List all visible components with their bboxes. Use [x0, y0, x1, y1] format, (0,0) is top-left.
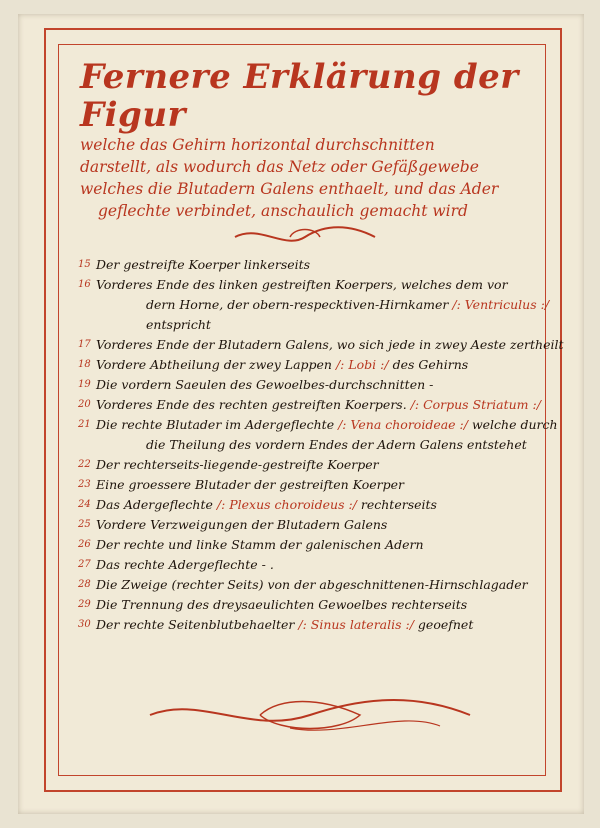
entry-row	[78, 315, 548, 335]
entry-number: 26	[78, 539, 91, 550]
entry-row	[78, 595, 548, 615]
entry-text	[96, 555, 548, 575]
entry-row	[78, 335, 564, 355]
entry-text-main: Das Adergeflechte	[96, 497, 213, 512]
entry-number: 16	[78, 279, 91, 290]
entry-row	[78, 395, 548, 415]
entry-text	[96, 435, 548, 455]
entry-text	[96, 295, 549, 315]
entry-latin-term: /: Sinus lateralis :/	[298, 617, 414, 632]
entry-text-main: Vorderes Ende des rechten gestreiften Koerpers.	[96, 397, 407, 412]
entry-row	[78, 495, 548, 515]
entry-number: 24	[78, 499, 91, 510]
entry-row	[78, 555, 548, 575]
entry-text	[96, 415, 558, 435]
header-flourish-ornament	[230, 222, 380, 252]
entry-text	[96, 315, 548, 335]
entry-number: 15	[78, 259, 91, 270]
entry-row	[78, 375, 548, 395]
entry-latin-term: /: Vena choroideae :/	[338, 417, 468, 432]
entry-text	[96, 535, 548, 555]
entry-text-main: Das rechte Adergeflechte - .	[96, 557, 274, 572]
entry-text	[96, 615, 548, 635]
entry-text-main: Der gestreifte Koerper linkerseits	[96, 257, 311, 272]
entry-text	[96, 455, 548, 475]
entry-text-main: entspricht	[146, 317, 211, 332]
subtitle-line-1: welche das Gehirn horizontal durchschnitten	[80, 136, 435, 154]
entry-number: 29	[78, 599, 91, 610]
document-title: Fernere Erklärung der Figur	[80, 57, 519, 135]
entry-latin-term: /: Ventriculus :/	[452, 297, 550, 312]
entry-text-main: Die vordern Saeulen des Gewoelbes-durchschnitten -	[96, 377, 434, 392]
entry-latin-term: /: Corpus Striatum :/	[410, 397, 541, 412]
subtitle-line-4: geflechte verbindet, anschaulich gemacht wird	[98, 202, 468, 220]
entry-row	[78, 535, 548, 555]
entry-text-after: des Gehirns	[392, 357, 469, 372]
entry-text	[96, 355, 548, 375]
entry-text	[96, 375, 548, 395]
entry-text-main: Vordere Verzweigungen der Blutadern Galens	[96, 517, 388, 532]
entry-number: 27	[78, 559, 91, 570]
entry-row	[78, 275, 548, 295]
entry-row	[78, 455, 548, 475]
entry-text-main: Die Zweige (rechter Seits) von der abgeschnittenen-Hirnschlagader	[96, 577, 528, 592]
entry-text-main: Die Trennung des dreysaeulichten Gewoelbes rechterseits	[96, 597, 468, 612]
entry-text	[96, 515, 548, 535]
entry-text-main: Vorderes Ende der Blutadern Galens, wo sich jede in zwey Aeste zertheilt	[96, 337, 564, 352]
entry-row	[78, 435, 548, 455]
entry-text	[96, 255, 548, 275]
entry-text	[96, 495, 548, 515]
subtitle-line-3: welches die Blutadern Galens enthaelt, und das Ader	[80, 180, 499, 198]
entry-text-after: rechterseits	[360, 497, 437, 512]
entry-text	[96, 475, 548, 495]
entry-text	[96, 595, 548, 615]
entry-number: 21	[78, 419, 91, 430]
entry-text	[96, 395, 548, 415]
entry-text	[96, 335, 564, 355]
entry-text-main: Eine groessere Blutader der gestreiften Koerper	[96, 477, 404, 492]
entry-row	[78, 515, 548, 535]
subtitle-line-2: darstellt, als wodurch das Netz oder Gefäßgewebe	[80, 158, 479, 176]
entry-row	[78, 295, 548, 315]
entry-row	[78, 475, 548, 495]
entry-latin-term: /: Lobi :/	[335, 357, 389, 372]
entry-row	[78, 255, 548, 275]
entry-latin-term: /: Plexus choroideus :/	[216, 497, 357, 512]
entry-number: 20	[78, 399, 91, 410]
entries-list	[78, 255, 564, 635]
entry-text-main: Der rechte Seitenblutbehaelter	[96, 617, 295, 632]
entry-number: 22	[78, 459, 91, 470]
entry-row	[78, 415, 558, 435]
entry-text-after: welche durch	[471, 417, 558, 432]
entry-text-main: Vorderes Ende des linken gestreiften Koerpers, welches dem vor	[96, 277, 508, 292]
entry-number: 19	[78, 379, 91, 390]
footer-flourish-ornament	[140, 690, 480, 740]
entry-number: 25	[78, 519, 91, 530]
entry-number: 17	[78, 339, 91, 350]
entry-text-main: Die rechte Blutader im Adergeflechte	[96, 417, 335, 432]
entry-text-main: die Theilung des vordern Endes der Adern Galens entstehet	[146, 437, 527, 452]
entry-number: 23	[78, 479, 91, 490]
document-header	[80, 58, 550, 222]
entry-text-main: Der rechterseits-liegende-gestreifte Koerper	[96, 457, 379, 472]
entry-text-after: geoefnet	[417, 617, 474, 632]
entry-number: 30	[78, 619, 91, 630]
entry-number: 18	[78, 359, 91, 370]
entry-text	[96, 575, 548, 595]
entry-number: 28	[78, 579, 91, 590]
entry-text	[96, 275, 548, 295]
entry-row	[78, 575, 548, 595]
entry-text-main: Vordere Abtheilung der zwey Lappen	[96, 357, 332, 372]
entry-row	[78, 615, 548, 635]
entry-text-main: dern Horne, der obern-respecktiven-Hirnkamer	[146, 297, 449, 312]
entry-text-main: Der rechte und linke Stamm der galenischen Adern	[96, 537, 424, 552]
entry-row	[78, 355, 548, 375]
